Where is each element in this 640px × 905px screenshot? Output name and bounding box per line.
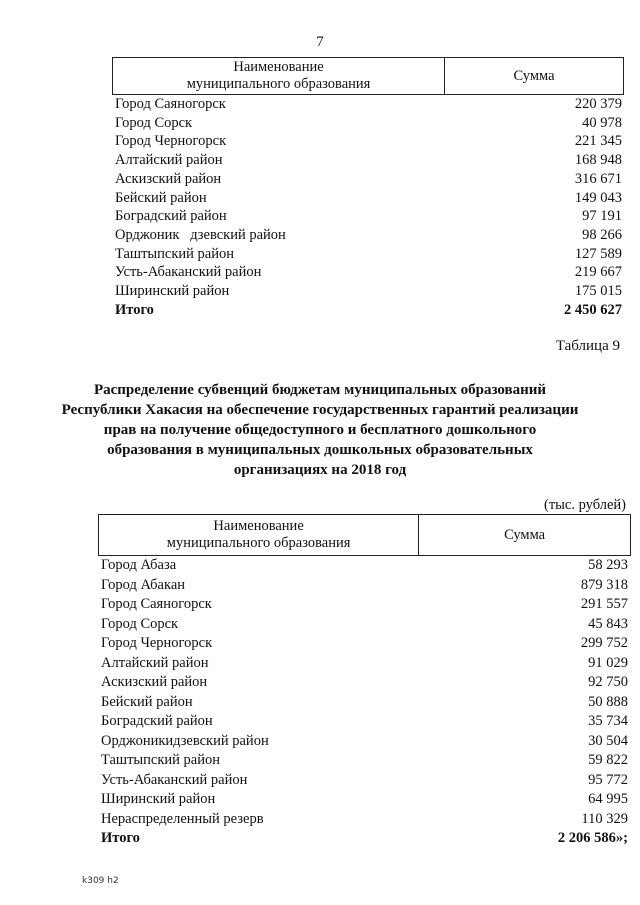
row-value: 91 029: [588, 654, 628, 671]
row-name: Город Сорск: [101, 615, 179, 632]
row-name: Город Сорск: [115, 114, 193, 131]
row-name: Итого: [115, 301, 154, 318]
row-name: Орджоникидзевский район: [101, 732, 269, 749]
table-row: [0, 732, 640, 751]
row-name: Аскизский район: [115, 170, 222, 187]
row-value: 2 206 586»;: [557, 830, 628, 846]
table-row: [0, 712, 640, 731]
header-name-cell: Наименование муниципального образования: [113, 58, 445, 94]
row-value: 168 948: [574, 152, 622, 169]
table-row: [0, 245, 640, 264]
row-value: 97 191: [582, 208, 622, 225]
row-name: Усть-Абаканский район: [115, 264, 262, 281]
row-value: 2 450 627: [564, 301, 622, 318]
table-row: [0, 263, 640, 282]
row-name: Итого: [101, 830, 140, 846]
row-name: Ширинский район: [115, 283, 230, 299]
row-value: 59 822: [588, 752, 628, 768]
row-value: 299 752: [580, 635, 628, 651]
row-value: 879 318: [580, 576, 628, 593]
table-row: [0, 189, 640, 208]
header-name-cell: Наименование муниципального образования: [99, 515, 419, 555]
table-row: [0, 226, 640, 245]
row-name: Город Черногорск: [101, 635, 213, 651]
row-value: 95 772: [588, 771, 628, 788]
table-label: Таблица 9: [555, 338, 620, 354]
row-name: Ширинский район: [101, 791, 216, 807]
row-name: Боградский район: [101, 713, 213, 729]
row-name: Боградский район: [115, 208, 227, 225]
table-row: [0, 595, 640, 614]
table-row: [0, 576, 640, 595]
row-value: 98 266: [582, 226, 622, 243]
table-row: [0, 673, 640, 692]
row-value: 35 734: [588, 713, 628, 729]
table-row: [0, 654, 640, 673]
table-row: [0, 751, 640, 770]
row-value: 58 293: [588, 557, 628, 573]
row-name: Город Абакан: [101, 576, 186, 593]
row-value: 316 671: [574, 170, 622, 187]
table-row: [0, 810, 640, 829]
row-name: Таштыпский район: [115, 245, 235, 262]
row-name: Город Абаза: [101, 557, 177, 573]
row-value: 92 750: [588, 674, 628, 690]
footer-code: k309 h2: [82, 876, 119, 886]
row-name: Алтайский район: [101, 654, 209, 671]
row-name: Таштыпский район: [101, 752, 221, 768]
table-row: [0, 95, 640, 114]
row-name: Бейский район: [101, 693, 193, 710]
table-row: [0, 114, 640, 133]
row-value: 221 345: [574, 133, 622, 150]
row-name: Аскизский район: [101, 674, 208, 690]
row-value: 40 978: [582, 114, 622, 131]
table-row: [0, 132, 640, 151]
row-value: 45 843: [588, 615, 628, 632]
total-row: [0, 301, 640, 320]
table-row: [0, 151, 640, 170]
row-name: Орджоник дзевский район: [115, 226, 286, 243]
row-value: 219 667: [574, 264, 622, 281]
row-name: Город Саяногорск: [101, 596, 212, 612]
row-name: Алтайский район: [115, 152, 223, 169]
row-value: 291 557: [580, 596, 628, 612]
row-value: 127 589: [574, 245, 622, 262]
table-2-header: [98, 514, 631, 556]
table-title: Распределение субвенций бюджетам муниципальных образований Республики Хакасия на обеспечение государственных гарантий реализации прав на получение общедоступного и бесплатного дошкольного образования в муниципальных дошкольных образовательных организациях на 2018 год: [61, 382, 579, 478]
table-row: [0, 790, 640, 809]
row-name: Нераспределенный резерв: [101, 810, 264, 827]
row-name: Бейский район: [115, 189, 207, 206]
row-value: 220 379: [574, 96, 622, 112]
units-label: (тыс. рублей): [544, 497, 626, 513]
table-row: [0, 556, 640, 575]
table-row: [0, 693, 640, 712]
page-number: 7: [316, 34, 324, 50]
row-name: Город Саяногорск: [115, 96, 226, 112]
table-1-header: [112, 57, 624, 95]
table-row: [0, 771, 640, 790]
row-value: 149 043: [574, 189, 622, 206]
row-value: 110 329: [581, 810, 628, 827]
row-value: 30 504: [588, 732, 628, 749]
row-value: 175 015: [574, 283, 622, 299]
row-value: 50 888: [588, 693, 628, 710]
row-name: Усть-Абаканский район: [101, 771, 248, 788]
total-row: [0, 829, 640, 848]
header-sum-cell: Сумма: [513, 67, 555, 84]
table-row: [0, 282, 640, 301]
row-name: Город Черногорск: [115, 133, 227, 150]
table-row: [0, 170, 640, 189]
table-row: [0, 615, 640, 634]
table-row: [0, 207, 640, 226]
header-sum-cell: Сумма: [504, 526, 546, 543]
table-row: [0, 634, 640, 653]
row-value: 64 995: [588, 791, 628, 807]
